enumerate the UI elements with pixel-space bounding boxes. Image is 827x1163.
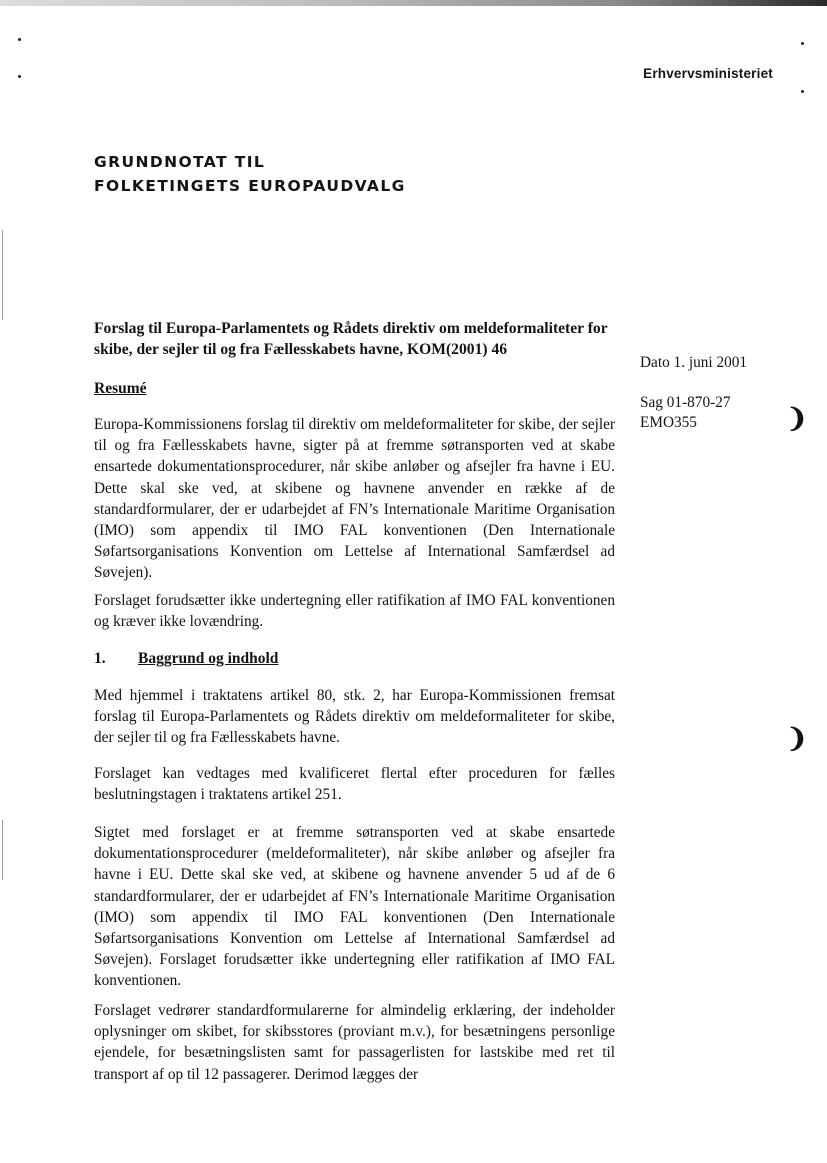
scan-speck bbox=[801, 90, 804, 93]
scan-speck bbox=[18, 75, 21, 78]
reference-code: EMO355 bbox=[640, 414, 697, 431]
scan-margin-line bbox=[2, 230, 3, 320]
binder-mark: ❩ bbox=[786, 404, 808, 434]
section-heading: Baggrund og indhold bbox=[138, 650, 279, 667]
document-title-line-1: GRUNDNOTAT TIL bbox=[94, 153, 266, 171]
section-paragraph: Sigtet med forslaget er at fremme søtransporten ved at skabe ensartede dokumentationsprocedurer (meldeformaliteter), når skibe anløber og afsejler fra havne i EU. Dette skal ske ved, at skibene og havnene anvender 5 ud af de 6 standardformularer, der er udarbejdet af FN’s Internationale Maritime Organisation (IMO) som appendix til IMO FAL konventionen (Den Internationale Søfartsorganisations Konvention om Lettelse af International Samfærdsel ad Søvejen). Forslaget forudsætter ikke undertegning eller ratifikation af IMO FAL konventionen. bbox=[94, 824, 615, 990]
scan-speck bbox=[801, 42, 804, 45]
document-title-line-2: FOLKETINGETS EUROPAUDVALG bbox=[94, 177, 406, 195]
resume-paragraph: Forslaget forudsætter ikke undertegning eller ratifikation af IMO FAL konventionen og kræver ikke lovændring. bbox=[94, 592, 615, 631]
section-paragraph: Forslaget vedrører standardformularerne for almindelig erklæring, der indeholder oplysninger om skibet, for skibsstores (proviant m.v.), for besætningens personlige ejendele, for besætningslisten samt for passagerlisten for lastskibe med ret til transport af op til 12 passagerer. Derimod lægges der bbox=[94, 1002, 615, 1083]
document-date: Dato 1. juni 2001 bbox=[640, 354, 748, 371]
binder-mark: ❩ bbox=[786, 724, 808, 754]
scan-margin-line bbox=[2, 820, 3, 880]
ministry-name: Erhvervsministeriet bbox=[643, 66, 773, 81]
resume-heading: Resumé bbox=[94, 380, 147, 397]
document-metadata bbox=[640, 353, 747, 433]
proposal-title: Forslag til Europa-Parlamentets og Rådets direktiv om meldeformaliteter for skibe, der sejler til og fra Fællesskabets havne, KOM(2001) 46 bbox=[94, 320, 608, 358]
case-number: Sag 01-870-27 bbox=[640, 394, 731, 411]
section-paragraph: Forslaget kan vedtages med kvalificeret flertal efter proceduren for fælles beslutningstagen i traktatens artikel 251. bbox=[94, 765, 615, 804]
section-paragraph: Med hjemmel i traktatens artikel 80, stk. 2, har Europa-Kommissionen fremsat forslag til Europa-Parlamentets og Rådets direktiv om meldeformaliteter for skibe, der sejler til og fra Fællesskabets havne. bbox=[94, 687, 615, 747]
scan-speck bbox=[18, 38, 21, 41]
document-title bbox=[94, 150, 406, 198]
scan-top-edge bbox=[0, 0, 827, 6]
resume-paragraph: Europa-Kommissionens forslag til direktiv om meldeformaliteter for skibe, der sejler til og fra Fællesskabets havne, sigter på at fremme søtransporten ved at skabe ensartede dokumentationsprocedurer, når skibe anløber og afsejler fra havne i EU. Dette skal ske ved, at skibene og havnene anvender en række af de standardformularer, der er udarbejdet af FN’s Internationale Maritime Organisation (IMO) som appendix til IMO FAL konventionen (Den Internationale Søfartsorganisations Konvention om Lettelse af International Samfærdsel ad Søvejen). bbox=[94, 416, 615, 582]
section-number: 1. bbox=[94, 650, 106, 667]
